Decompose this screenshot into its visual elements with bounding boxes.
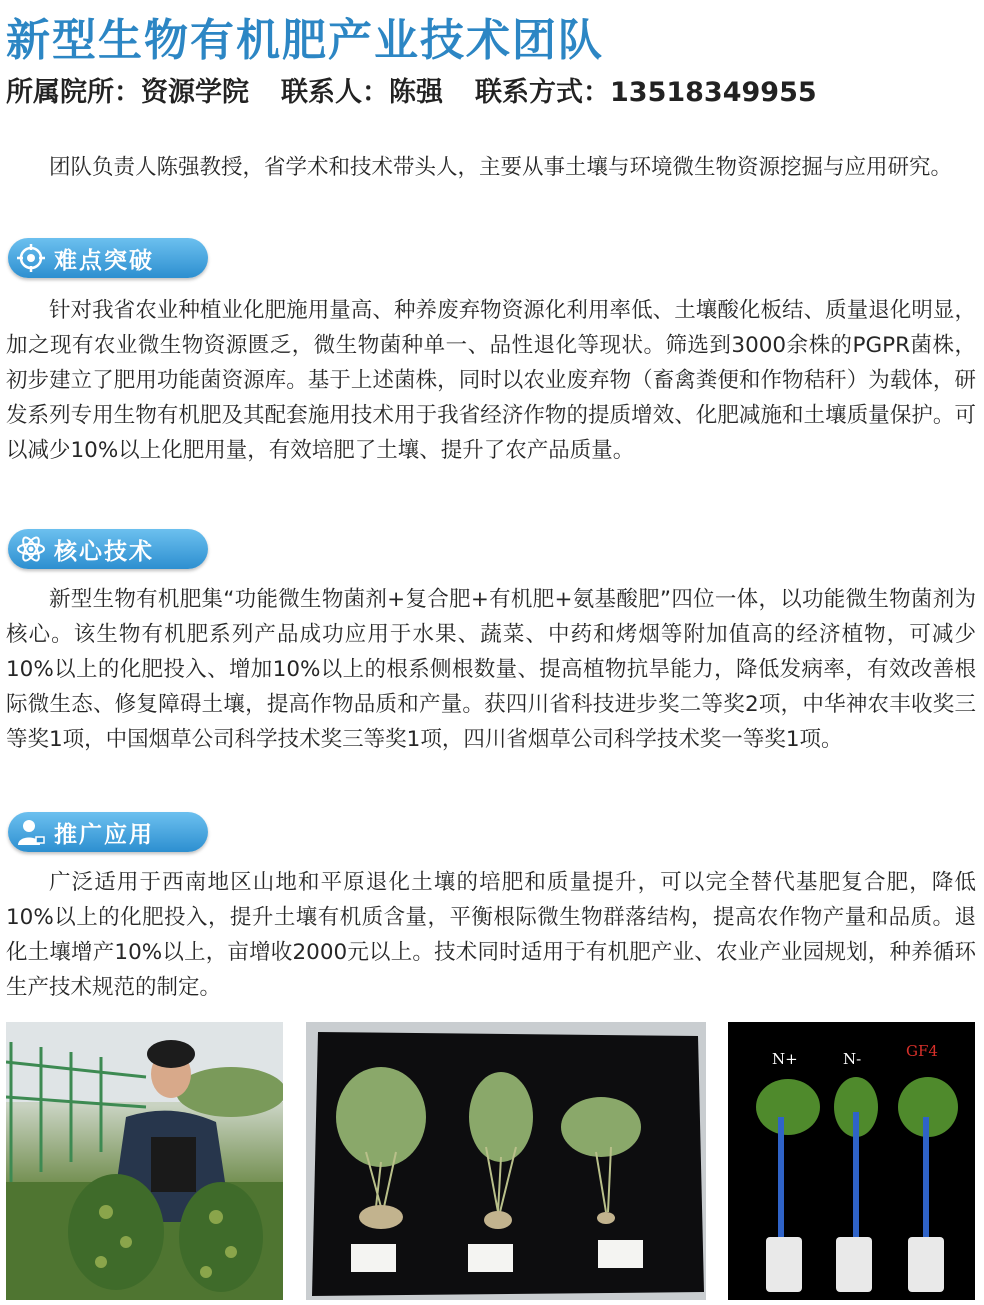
section-label: 核心技术	[54, 538, 154, 565]
contact-person: 联系人：陈强	[281, 77, 443, 108]
atom-icon	[8, 529, 54, 569]
page-title: 新型生物有机肥产业技术团队	[6, 15, 604, 66]
photo-peanut-plants	[306, 1022, 706, 1300]
section-header-core-tech	[8, 529, 208, 569]
section-text-breakthrough: 针对我省农业种植业化肥施用量高、种养废弃物资源化利用率低、土壤酸化板结、质量退化明显，加之现有农业微生物资源匮乏，微生物菌种单一、品性退化等现状。筛选到3000余株的PGPR菌株，初步建立了肥用功能菌资源库。基于上述菌株，同时以农业废弃物（畜禽粪便和作物秸秆）为载体，研发系列专用生物有机肥及其配套施用技术用于我省经济作物的提质增效、化肥减施和土壤质量保护。可以减少10%以上化肥用量，有效培肥了土壤、提升了农产品质量。	[6, 298, 976, 463]
photo-potted-plants	[728, 1022, 975, 1300]
section-header-application	[8, 812, 208, 852]
contact-phone: 联系方式：13518349955	[475, 77, 817, 108]
section-text-core-tech: 新型生物有机肥集“功能微生物菌剂+复合肥+有机肥+氨基酸肥”四位一体，以功能微生物菌剂为核心。该生物有机肥系列产品成功应用于水果、蔬菜、中药和烤烟等附加值高的经济植物，可减少10%以上的化肥投入、增加10%以上的根系侧根数量、提高植物抗旱能力，降低发病率，有效改善根际微生态、修复障碍土壤，提高作物品质和产量。获四川省科技进步奖二等奖2项，中华神农丰收奖三等奖1项，中国烟草公司科学技术奖三等奖1项，四川省烟草公司科学技术奖一等奖1项。	[6, 587, 976, 752]
institute: 所属院所：资源学院	[6, 77, 249, 108]
section-label: 难点突破	[54, 247, 154, 274]
section-header-breakthrough	[8, 238, 208, 278]
label-n-plus: N+	[772, 1050, 798, 1068]
target-icon	[8, 238, 54, 278]
section-text-application: 广泛适用于西南地区山地和平原退化土壤的培肥和质量提升，可以完全替代基肥复合肥，降低10%以上的化肥投入，提升土壤有机质含量，平衡根际微生物群落结构，提高农作物产量和品质。退化土壤增产10%以上，亩增收2000元以上。技术同时适用于有机肥产业、农业产业园规划，种养循环生产技术规范的制定。	[6, 870, 976, 1000]
label-gf4: GF4	[906, 1042, 938, 1060]
section-label: 推广应用	[54, 821, 154, 848]
photo-field-soybean	[6, 1022, 283, 1300]
intro-paragraph: 团队负责人陈强教授，省学术和技术带头人，主要从事土壤与环境微生物资源挖掘与应用研究。	[49, 155, 953, 180]
contact-line	[6, 70, 817, 109]
person-icon	[8, 812, 54, 852]
label-n-minus: N-	[843, 1050, 862, 1068]
